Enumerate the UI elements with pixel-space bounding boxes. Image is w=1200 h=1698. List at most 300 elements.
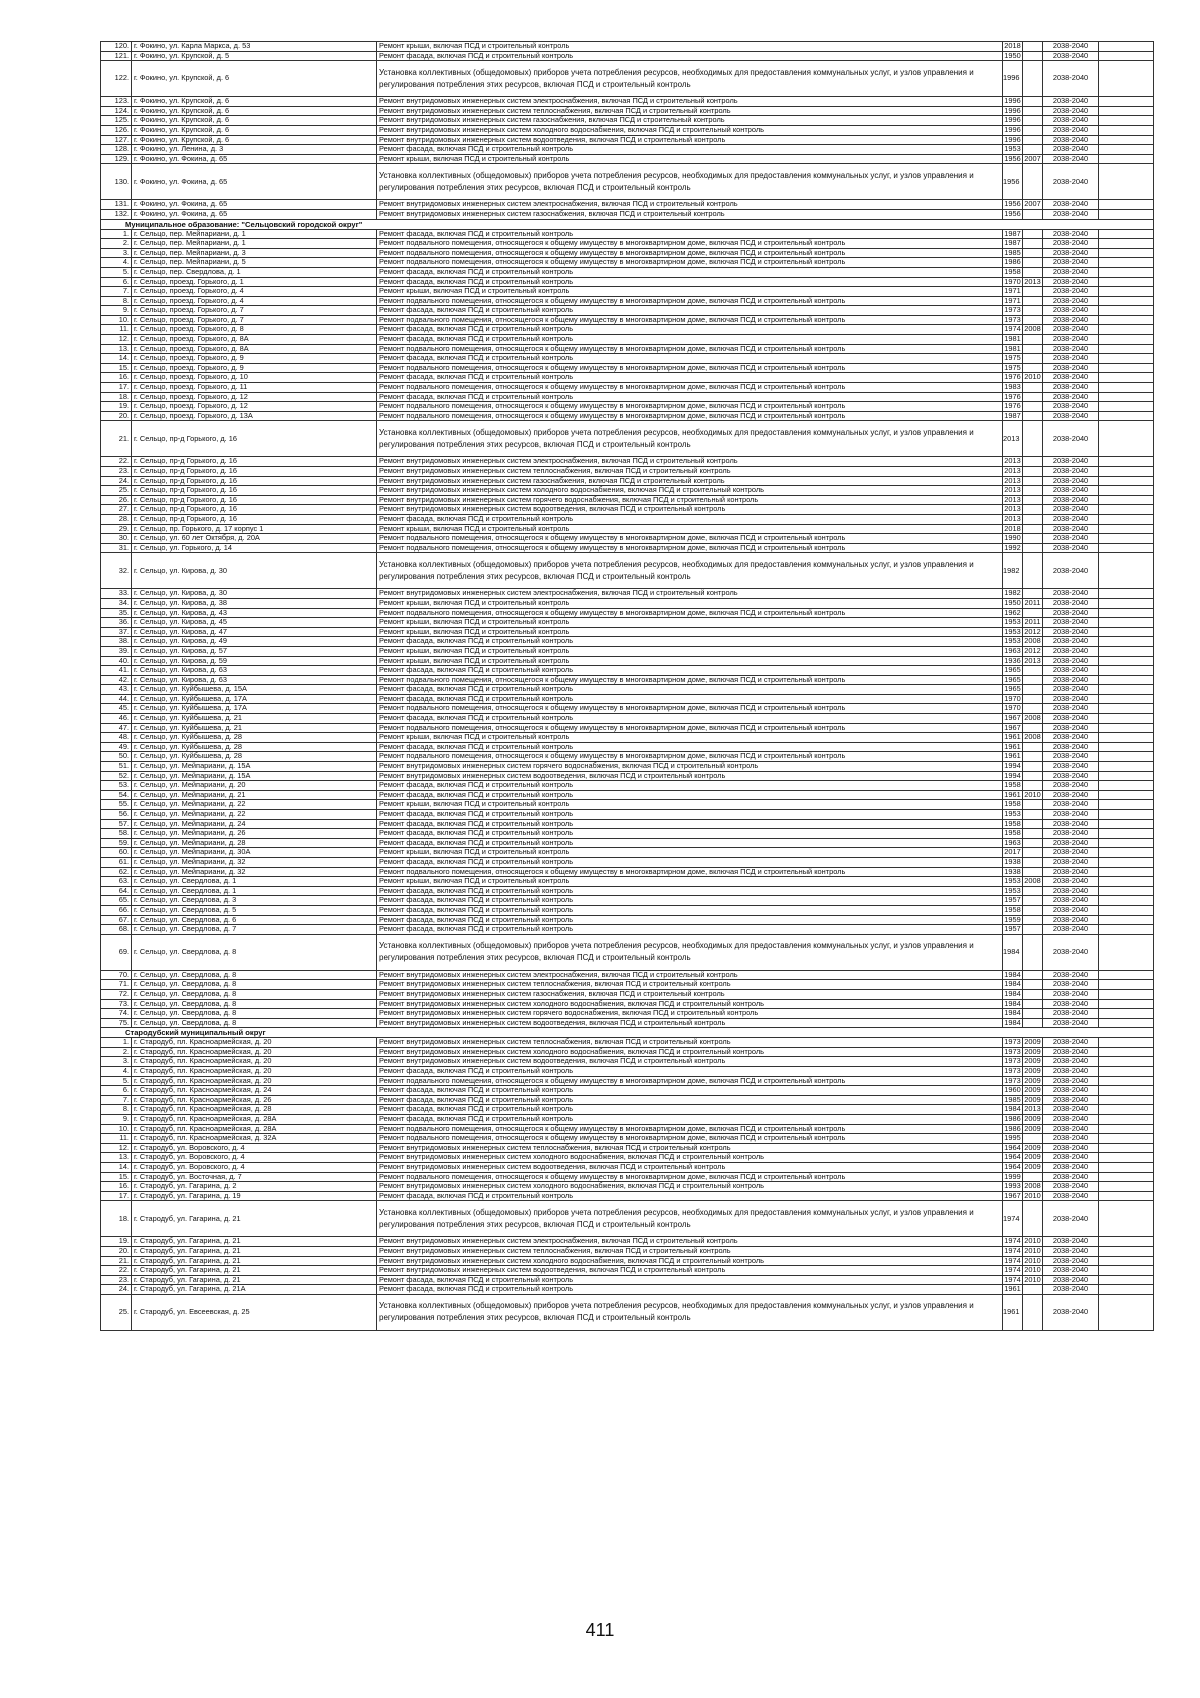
empty-cell xyxy=(1099,800,1154,809)
empty-cell xyxy=(1099,383,1154,392)
planned-period-cell: 2038-2040 xyxy=(1043,553,1099,588)
build-year-cell: 1962 xyxy=(1003,609,1023,618)
row-number: 12. xyxy=(100,1144,132,1153)
table-row xyxy=(100,344,1154,354)
row-number: 1. xyxy=(100,230,132,239)
work-type-cell: Ремонт крыши, включая ПСД и строительный контроль xyxy=(377,800,1003,809)
empty-cell xyxy=(1099,609,1154,618)
empty-cell xyxy=(1099,589,1154,598)
row-number: 17. xyxy=(100,383,132,392)
last-repair-year-cell xyxy=(1023,858,1043,867)
row-number: 60. xyxy=(100,848,132,857)
last-repair-year-cell xyxy=(1023,258,1043,267)
work-type-cell: Ремонт фасада, включая ПСД и строительный контроль xyxy=(377,906,1003,915)
build-year-cell: 1958 xyxy=(1003,829,1023,838)
planned-period-cell: 2038-2040 xyxy=(1043,868,1099,877)
table-row xyxy=(100,96,1154,106)
table-row xyxy=(100,857,1154,867)
address-cell: г. Сельцо, проезд. Горького, д. 9 xyxy=(132,354,377,363)
address-cell: г. Фокино, ул. Карла Маркса, д. 53 xyxy=(132,42,377,51)
build-year-cell: 2013 xyxy=(1003,496,1023,505)
row-number: 126. xyxy=(100,126,132,135)
planned-period-cell: 2038-2040 xyxy=(1043,230,1099,239)
build-year-cell: 1985 xyxy=(1003,1096,1023,1105)
table-row xyxy=(100,771,1154,781)
last-repair-year-cell xyxy=(1023,553,1043,588)
row-number: 4. xyxy=(100,1067,132,1076)
row-number: 132. xyxy=(100,210,132,219)
planned-period-cell: 2038-2040 xyxy=(1043,609,1099,618)
empty-cell xyxy=(1099,230,1154,239)
table-row xyxy=(100,979,1154,989)
empty-cell xyxy=(1099,52,1154,61)
empty-cell xyxy=(1099,599,1154,608)
planned-period-cell: 2038-2040 xyxy=(1043,1125,1099,1134)
planned-period-cell: 2038-2040 xyxy=(1043,325,1099,334)
build-year-cell: 1975 xyxy=(1003,354,1023,363)
address-cell: г. Сельцо, пр-д Горького, д. 16 xyxy=(132,421,377,456)
table-bottom-border xyxy=(100,1330,1154,1331)
build-year-cell: 1936 xyxy=(1003,657,1023,666)
address-cell: г. Сельцо, пер. Мейпариани, д. 5 xyxy=(132,258,377,267)
row-number: 72. xyxy=(100,990,132,999)
planned-period-cell: 2038-2040 xyxy=(1043,457,1099,466)
planned-period-cell: 2038-2040 xyxy=(1043,1237,1099,1246)
table-row xyxy=(100,1294,1154,1330)
build-year-cell: 1974 xyxy=(1003,1266,1023,1275)
empty-cell xyxy=(1099,925,1154,934)
planned-period-cell: 2038-2040 xyxy=(1043,1276,1099,1285)
build-year-cell: 1953 xyxy=(1003,637,1023,646)
row-number: 41. xyxy=(100,666,132,675)
empty-cell xyxy=(1099,1153,1154,1162)
last-repair-year-cell: 2013 xyxy=(1023,657,1043,666)
work-type-cell: Ремонт подвального помещения, относящегося к общему имуществу в многоквартирном доме, включая ПСД и строительный контроль xyxy=(377,239,1003,248)
planned-period-cell: 2038-2040 xyxy=(1043,628,1099,637)
planned-period-cell: 2038-2040 xyxy=(1043,268,1099,277)
work-type-cell: Ремонт подвального помещения, относящегося к общему имуществу в многоквартирном доме, включая ПСД и строительный контроль xyxy=(377,1134,1003,1143)
work-type-cell: Ремонт подвального помещения, относящегося к общему имуществу в многоквартирном доме, включая ПСД и строительный контроль xyxy=(377,249,1003,258)
last-repair-year-cell xyxy=(1023,887,1043,896)
address-cell: г. Фокино, ул. Фокина, д. 65 xyxy=(132,200,377,209)
table-row xyxy=(100,598,1154,608)
table-row xyxy=(100,828,1154,838)
last-repair-year-cell xyxy=(1023,704,1043,713)
address-cell: г. Стародуб, пл. Красноармейская, д. 20 xyxy=(132,1048,377,1057)
last-repair-year-cell xyxy=(1023,724,1043,733)
table-row xyxy=(100,617,1154,627)
work-type-cell: Ремонт фасада, включая ПСД и строительный контроль xyxy=(377,278,1003,287)
build-year-cell: 1961 xyxy=(1003,1285,1023,1294)
empty-cell xyxy=(1099,1000,1154,1009)
address-cell: г. Сельцо, проезд. Горького, д. 1 xyxy=(132,278,377,287)
last-repair-year-cell: 2009 xyxy=(1023,1153,1043,1162)
row-number: 75. xyxy=(100,1019,132,1028)
last-repair-year-cell xyxy=(1023,316,1043,325)
build-year-cell: 1996 xyxy=(1003,61,1023,96)
row-number: 6. xyxy=(100,1086,132,1095)
table-row xyxy=(100,1256,1154,1266)
address-cell: г. Сельцо, проезд. Горького, д. 12 xyxy=(132,393,377,402)
row-number: 23. xyxy=(100,467,132,476)
last-repair-year-cell xyxy=(1023,345,1043,354)
table-row xyxy=(100,238,1154,248)
address-cell: г. Сельцо, пр-д Горького, д. 16 xyxy=(132,467,377,476)
work-type-cell: Установка коллективных (общедомовых) приборов учета потребления ресурсов, необходимых для предоставления коммунальных услуг, и узлов управления и регулирования потребления этих ресурсов, включая ПСД и строительный контроль xyxy=(377,61,1003,96)
row-number: 16. xyxy=(100,373,132,382)
build-year-cell: 1987 xyxy=(1003,412,1023,421)
row-number: 68. xyxy=(100,925,132,934)
empty-cell xyxy=(1099,1182,1154,1191)
empty-cell xyxy=(1099,810,1154,819)
work-type-cell: Ремонт фасада, включая ПСД и строительный контроль xyxy=(377,268,1003,277)
table-row xyxy=(100,495,1154,505)
planned-period-cell: 2038-2040 xyxy=(1043,1115,1099,1124)
empty-cell xyxy=(1099,618,1154,627)
empty-cell xyxy=(1099,1257,1154,1266)
last-repair-year-cell xyxy=(1023,896,1043,905)
address-cell: г. Сельцо, пер. Мейпариани, д. 3 xyxy=(132,249,377,258)
work-type-cell: Ремонт крыши, включая ПСД и строительный контроль xyxy=(377,848,1003,857)
table-row xyxy=(100,485,1154,495)
row-number: 43. xyxy=(100,685,132,694)
table-row xyxy=(100,1143,1154,1153)
address-cell: г. Сельцо, ул. Мейпариани, д. 30А xyxy=(132,848,377,857)
work-type-cell: Ремонт подвального помещения, относящегося к общему имуществу в многоквартирном доме, включая ПСД и строительный контроль xyxy=(377,752,1003,761)
table-row xyxy=(100,876,1154,886)
work-type-cell: Ремонт фасада, включая ПСД и строительный контроль xyxy=(377,820,1003,829)
empty-cell xyxy=(1099,116,1154,125)
last-repair-year-cell xyxy=(1023,505,1043,514)
address-cell: г. Сельцо, ул. Свердлова, д. 1 xyxy=(132,887,377,896)
empty-cell xyxy=(1099,829,1154,838)
work-type-cell: Ремонт фасада, включая ПСД и строительный контроль xyxy=(377,145,1003,154)
row-number: 46. xyxy=(100,714,132,723)
last-repair-year-cell: 2008 xyxy=(1023,733,1043,742)
address-cell: г. Сельцо, ул. Кирова, д. 30 xyxy=(132,553,377,588)
address-cell: г. Фокино, ул. Крупской, д. 6 xyxy=(132,116,377,125)
last-repair-year-cell xyxy=(1023,839,1043,848)
build-year-cell: 1957 xyxy=(1003,925,1023,934)
row-number: 37. xyxy=(100,628,132,637)
work-type-cell: Ремонт фасада, включая ПСД и строительный контроль xyxy=(377,714,1003,723)
empty-cell xyxy=(1099,887,1154,896)
table-row xyxy=(100,1133,1154,1143)
planned-period-cell: 2038-2040 xyxy=(1043,848,1099,857)
address-cell: г. Сельцо, проезд. Горького, д. 8А xyxy=(132,345,377,354)
table-row xyxy=(100,751,1154,761)
work-type-cell: Ремонт внутридомовых инженерных систем электроснабжения, включая ПСД и строительный контроль xyxy=(377,97,1003,106)
work-type-cell: Ремонт подвального помещения, относящегося к общему имуществу в многоквартирном доме, включая ПСД и строительный контроль xyxy=(377,534,1003,543)
work-type-cell: Ремонт внутридомовых инженерных систем водоотведения, включая ПСД и строительный контроль xyxy=(377,1163,1003,1172)
table-row xyxy=(100,229,1154,239)
last-repair-year-cell xyxy=(1023,916,1043,925)
last-repair-year-cell xyxy=(1023,239,1043,248)
row-number: 11. xyxy=(100,325,132,334)
empty-cell xyxy=(1099,733,1154,742)
last-repair-year-cell xyxy=(1023,925,1043,934)
empty-cell xyxy=(1099,126,1154,135)
address-cell: г. Сельцо, ул. Свердлова, д. 1 xyxy=(132,877,377,886)
address-cell: г. Сельцо, пер. Мейпариани, д. 1 xyxy=(132,230,377,239)
table-row xyxy=(100,324,1154,334)
build-year-cell: 1950 xyxy=(1003,52,1023,61)
address-cell: г. Сельцо, пр-д Горького, д. 16 xyxy=(132,486,377,495)
build-year-cell: 2018 xyxy=(1003,42,1023,51)
planned-period-cell: 2038-2040 xyxy=(1043,1086,1099,1095)
build-year-cell: 1996 xyxy=(1003,107,1023,116)
last-repair-year-cell xyxy=(1023,868,1043,877)
build-year-cell: 1938 xyxy=(1003,858,1023,867)
address-cell: г. Сельцо, проезд. Горького, д. 9 xyxy=(132,364,377,373)
build-year-cell: 1984 xyxy=(1003,980,1023,989)
address-cell: г. Сельцо, проезд. Горького, д. 7 xyxy=(132,316,377,325)
planned-period-cell: 2038-2040 xyxy=(1043,210,1099,219)
table-row xyxy=(100,703,1154,713)
table-row xyxy=(100,1018,1154,1028)
address-cell: г. Сельцо, ул. Мейпариани, д. 22 xyxy=(132,800,377,809)
row-number: 3. xyxy=(100,1057,132,1066)
work-type-cell: Ремонт крыши, включая ПСД и строительный контроль xyxy=(377,599,1003,608)
address-cell: г. Сельцо, пер. Мейпариани, д. 1 xyxy=(132,239,377,248)
build-year-cell: 1958 xyxy=(1003,268,1023,277)
planned-period-cell: 2038-2040 xyxy=(1043,364,1099,373)
build-year-cell: 1974 xyxy=(1003,325,1023,334)
empty-cell xyxy=(1099,628,1154,637)
work-type-cell: Ремонт внутридомовых инженерных систем газоснабжения, включая ПСД и строительный контроль xyxy=(377,477,1003,486)
empty-cell xyxy=(1099,97,1154,106)
empty-cell xyxy=(1099,1125,1154,1134)
build-year-cell: 1958 xyxy=(1003,781,1023,790)
row-number: 9. xyxy=(100,1115,132,1124)
row-number: 13. xyxy=(100,345,132,354)
last-repair-year-cell xyxy=(1023,126,1043,135)
build-year-cell: 1974 xyxy=(1003,1237,1023,1246)
row-number: 51. xyxy=(100,762,132,771)
table-row xyxy=(100,1104,1154,1114)
empty-cell xyxy=(1099,354,1154,363)
last-repair-year-cell xyxy=(1023,230,1043,239)
row-number: 130. xyxy=(100,164,132,199)
row-number: 123. xyxy=(100,97,132,106)
work-type-cell: Ремонт подвального помещения, относящегося к общему имуществу в многоквартирном доме, включая ПСД и строительный контроль xyxy=(377,297,1003,306)
address-cell: г. Стародуб, пл. Красноармейская, д. 28А xyxy=(132,1125,377,1134)
row-number: 36. xyxy=(100,618,132,627)
row-number: 34. xyxy=(100,599,132,608)
last-repair-year-cell: 2009 xyxy=(1023,1086,1043,1095)
table-row xyxy=(100,1191,1154,1201)
last-repair-year-cell xyxy=(1023,457,1043,466)
planned-period-cell: 2038-2040 xyxy=(1043,126,1099,135)
row-number: 31. xyxy=(100,544,132,553)
work-type-cell: Ремонт фасада, включая ПСД и строительный контроль xyxy=(377,1105,1003,1114)
build-year-cell: 1996 xyxy=(1003,97,1023,106)
planned-period-cell: 2038-2040 xyxy=(1043,1105,1099,1114)
planned-period-cell: 2038-2040 xyxy=(1043,239,1099,248)
table-row xyxy=(100,819,1154,829)
build-year-cell: 1964 xyxy=(1003,1144,1023,1153)
last-repair-year-cell: 2009 xyxy=(1023,1067,1043,1076)
build-year-cell: 1973 xyxy=(1003,306,1023,315)
planned-period-cell: 2038-2040 xyxy=(1043,486,1099,495)
build-year-cell: 1973 xyxy=(1003,1077,1023,1086)
address-cell: г. Стародуб, ул. Гагарина, д. 19 xyxy=(132,1192,377,1201)
row-number: 28. xyxy=(100,515,132,524)
empty-cell xyxy=(1099,724,1154,733)
address-cell: г. Стародуб, ул. Гагарина, д. 21 xyxy=(132,1276,377,1285)
planned-period-cell: 2038-2040 xyxy=(1043,1173,1099,1182)
table-row xyxy=(100,761,1154,771)
work-type-cell: Ремонт фасада, включая ПСД и строительный контроль xyxy=(377,335,1003,344)
planned-period-cell: 2038-2040 xyxy=(1043,42,1099,51)
address-cell: г. Сельцо, проезд. Горького, д. 4 xyxy=(132,297,377,306)
table-row xyxy=(100,694,1154,704)
last-repair-year-cell xyxy=(1023,287,1043,296)
planned-period-cell: 2038-2040 xyxy=(1043,1057,1099,1066)
table-row xyxy=(100,1275,1154,1285)
planned-period-cell: 2038-2040 xyxy=(1043,1067,1099,1076)
work-type-cell: Ремонт фасада, включая ПСД и строительный контроль xyxy=(377,1096,1003,1105)
work-type-cell: Ремонт фасада, включая ПСД и строительный контроль xyxy=(377,1115,1003,1124)
build-year-cell: 1967 xyxy=(1003,1192,1023,1201)
build-year-cell: 1992 xyxy=(1003,544,1023,553)
address-cell: г. Стародуб, ул. Воровского, д. 4 xyxy=(132,1153,377,1162)
address-cell: г. Сельцо, ул. Свердлова, д. 8 xyxy=(132,1009,377,1018)
last-repair-year-cell xyxy=(1023,52,1043,61)
address-cell: г. Сельцо, ул. Кирова, д. 63 xyxy=(132,676,377,685)
address-cell: г. Сельцо, ул. Куйбышева, д. 15А xyxy=(132,685,377,694)
table-row xyxy=(100,684,1154,694)
work-type-cell: Ремонт внутридомовых инженерных систем теплоснабжения, включая ПСД и строительный контроль xyxy=(377,1247,1003,1256)
build-year-cell: 1956 xyxy=(1003,155,1023,164)
empty-cell xyxy=(1099,107,1154,116)
last-repair-year-cell: 2010 xyxy=(1023,1257,1043,1266)
row-number: 5. xyxy=(100,1077,132,1086)
empty-cell xyxy=(1099,1115,1154,1124)
row-number: 131. xyxy=(100,200,132,209)
empty-cell xyxy=(1099,325,1154,334)
last-repair-year-cell xyxy=(1023,335,1043,344)
build-year-cell: 1981 xyxy=(1003,335,1023,344)
address-cell: г. Сельцо, ул. Куйбышева, д. 28 xyxy=(132,743,377,752)
last-repair-year-cell: 2009 xyxy=(1023,1115,1043,1124)
planned-period-cell: 2038-2040 xyxy=(1043,1182,1099,1191)
empty-cell xyxy=(1099,306,1154,315)
empty-cell xyxy=(1099,268,1154,277)
address-cell: г. Сельцо, ул. Свердлова, д. 3 xyxy=(132,896,377,905)
planned-period-cell: 2038-2040 xyxy=(1043,412,1099,421)
row-number: 1. xyxy=(100,1038,132,1047)
last-repair-year-cell xyxy=(1023,467,1043,476)
planned-period-cell: 2038-2040 xyxy=(1043,164,1099,199)
row-number: 24. xyxy=(100,477,132,486)
build-year-cell: 1982 xyxy=(1003,553,1023,588)
table-row xyxy=(100,1047,1154,1057)
row-number: 121. xyxy=(100,52,132,61)
work-type-cell: Ремонт крыши, включая ПСД и строительный контроль xyxy=(377,733,1003,742)
build-year-cell: 1970 xyxy=(1003,704,1023,713)
last-repair-year-cell xyxy=(1023,364,1043,373)
build-year-cell: 1983 xyxy=(1003,383,1023,392)
planned-period-cell: 2038-2040 xyxy=(1043,136,1099,145)
build-year-cell: 1996 xyxy=(1003,136,1023,145)
planned-period-cell: 2038-2040 xyxy=(1043,1285,1099,1294)
build-year-cell: 1961 xyxy=(1003,1295,1023,1330)
work-type-cell: Ремонт фасада, включая ПСД и строительный контроль xyxy=(377,306,1003,315)
build-year-cell: 1976 xyxy=(1003,393,1023,402)
work-type-cell: Ремонт фасада, включая ПСД и строительный контроль xyxy=(377,695,1003,704)
build-year-cell: 2013 xyxy=(1003,505,1023,514)
row-number: 25. xyxy=(100,1295,132,1330)
empty-cell xyxy=(1099,666,1154,675)
address-cell: г. Сельцо, ул. Свердлова, д. 6 xyxy=(132,916,377,925)
address-cell: г. Сельцо, проезд. Горького, д. 13А xyxy=(132,412,377,421)
address-cell: г. Стародуб, ул. Восточная, д. 7 xyxy=(132,1173,377,1182)
row-number: 66. xyxy=(100,906,132,915)
address-cell: г. Сельцо, ул. Мейпариани, д. 21 xyxy=(132,791,377,800)
address-cell: г. Сельцо, проезд. Горького, д. 8 xyxy=(132,325,377,334)
address-cell: г. Сельцо, ул. Мейпариани, д. 26 xyxy=(132,829,377,838)
table-row xyxy=(100,392,1154,402)
work-type-cell: Ремонт фасада, включая ПСД и строительный контроль xyxy=(377,373,1003,382)
build-year-cell: 1958 xyxy=(1003,906,1023,915)
work-type-cell: Ремонт крыши, включая ПСД и строительный контроль xyxy=(377,628,1003,637)
address-cell: г. Стародуб, ул. Гагарина, д. 21 xyxy=(132,1201,377,1236)
planned-period-cell: 2038-2040 xyxy=(1043,877,1099,886)
work-type-cell: Ремонт фасада, включая ПСД и строительный контроль xyxy=(377,1086,1003,1095)
address-cell: г. Стародуб, пл. Красноармейская, д. 20 xyxy=(132,1077,377,1086)
planned-period-cell: 2038-2040 xyxy=(1043,829,1099,838)
row-number: 35. xyxy=(100,609,132,618)
work-type-cell: Ремонт подвального помещения, относящегося к общему имуществу в многоквартирном доме, включая ПСД и строительный контроль xyxy=(377,402,1003,411)
work-type-cell: Ремонт фасада, включая ПСД и строительный контроль xyxy=(377,52,1003,61)
address-cell: г. Сельцо, ул. Куйбышева, д. 17А xyxy=(132,704,377,713)
last-repair-year-cell: 2007 xyxy=(1023,200,1043,209)
build-year-cell: 1957 xyxy=(1003,896,1023,905)
row-number: 129. xyxy=(100,155,132,164)
last-repair-year-cell xyxy=(1023,935,1043,970)
last-repair-year-cell: 2009 xyxy=(1023,1077,1043,1086)
build-year-cell: 1990 xyxy=(1003,534,1023,543)
address-cell: г. Стародуб, пл. Красноармейская, д. 28 xyxy=(132,1105,377,1114)
planned-period-cell: 2038-2040 xyxy=(1043,724,1099,733)
last-repair-year-cell xyxy=(1023,589,1043,598)
row-number: 64. xyxy=(100,887,132,896)
table-row xyxy=(100,401,1154,411)
table-row xyxy=(100,305,1154,315)
row-number: 26. xyxy=(100,496,132,505)
build-year-cell: 1965 xyxy=(1003,685,1023,694)
empty-cell xyxy=(1099,762,1154,771)
build-year-cell: 1953 xyxy=(1003,810,1023,819)
work-type-cell: Ремонт внутридомовых инженерных систем холодного водоснабжения, включая ПСД и строительный контроль xyxy=(377,126,1003,135)
work-type-cell: Ремонт внутридомовых инженерных систем электроснабжения, включая ПСД и строительный контроль xyxy=(377,971,1003,980)
row-number: 22. xyxy=(100,457,132,466)
last-repair-year-cell: 2010 xyxy=(1023,373,1043,382)
table-row xyxy=(100,51,1154,61)
planned-period-cell: 2038-2040 xyxy=(1043,1266,1099,1275)
last-repair-year-cell xyxy=(1023,268,1043,277)
table-row xyxy=(100,363,1154,373)
row-number: 9. xyxy=(100,306,132,315)
table-row xyxy=(100,723,1154,733)
empty-cell xyxy=(1099,421,1154,456)
table-row xyxy=(100,353,1154,363)
row-number: 24. xyxy=(100,1285,132,1294)
last-repair-year-cell xyxy=(1023,1009,1043,1018)
row-number: 29. xyxy=(100,525,132,534)
planned-period-cell: 2038-2040 xyxy=(1043,145,1099,154)
